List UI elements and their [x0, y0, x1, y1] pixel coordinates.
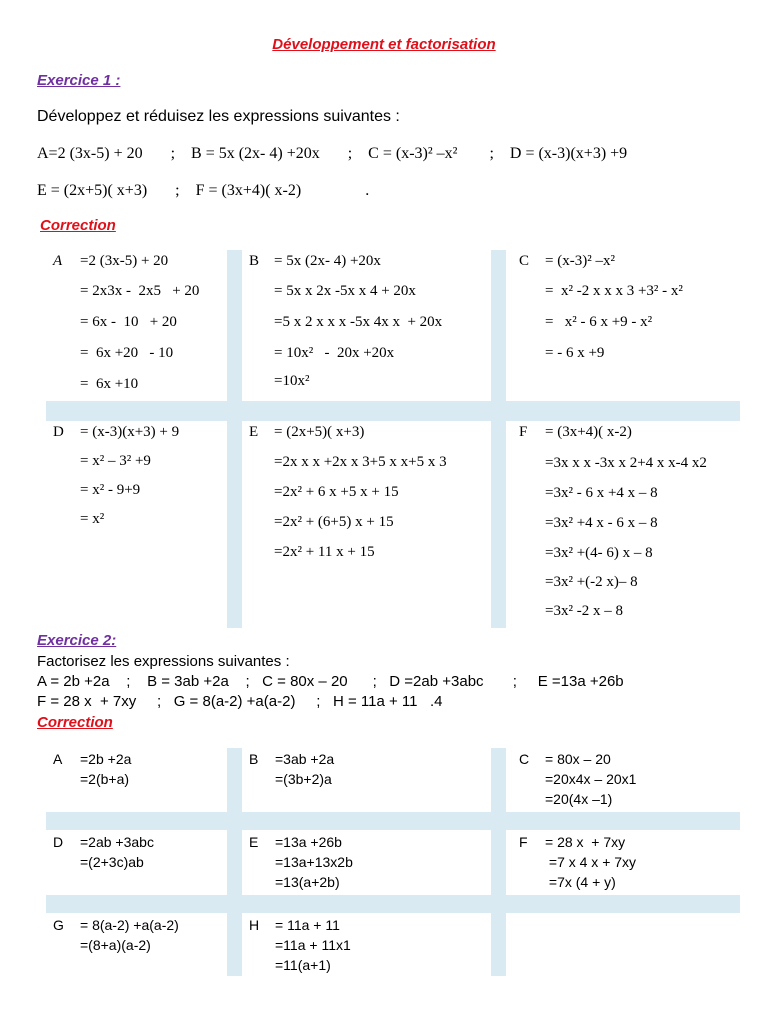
cell-label: F: [519, 424, 528, 440]
page-title: Développement et factorisation: [272, 36, 496, 53]
cell-line: =3x² +4 x - 6 x – 8: [545, 515, 658, 531]
cell-line: =3x² -2 x – 8: [545, 603, 623, 619]
cell-label: H: [249, 917, 260, 933]
cell-label: D: [53, 834, 64, 850]
cell-line: = 28 x + 7xy: [545, 834, 626, 850]
cell-line: =20x4x – 20x1: [545, 771, 637, 787]
cell-label: B: [249, 253, 260, 269]
cell-line: = 2x3x - 2x5 + 20: [80, 283, 200, 299]
cell-line: =13a+13x2b: [275, 854, 353, 870]
exercise2-heading: Exercice 2:: [37, 632, 117, 649]
cell-line: =5 x 2 x x x -5x 4x x + 20x: [274, 314, 443, 330]
grid-band-vertical-1: [227, 250, 242, 628]
cell-line: = 8(a-2) +a(a-2): [80, 917, 179, 933]
cell-label: C: [519, 751, 530, 767]
cell-line: =2ab +3abc: [80, 834, 154, 850]
cell-line: = (x-3)(x+3) + 9: [80, 424, 180, 440]
cell-label: E: [249, 424, 259, 440]
cell-line: =2x² + 6 x +5 x + 15: [274, 484, 399, 500]
cell-line: = 11a + 11: [275, 917, 340, 933]
exercise1-correction-heading: Correction: [40, 217, 116, 234]
cell-line: =2(b+a): [80, 771, 130, 787]
cell-line: = x² - 6 x +9 - x²: [545, 314, 653, 330]
cell-line: =7x (4 + y): [545, 874, 616, 890]
grid-band-vertical-2: [491, 250, 506, 628]
cell-line: =2 (3x-5) + 20: [80, 253, 169, 269]
cell-line: = 6x +20 - 10: [80, 345, 174, 361]
exercise1-expressions-line1: A=2 (3x-5) + 20 ; B = 5x (2x- 4) +20x ; C = (x-3)² –x² ; D = (x-3)(x+3) +9: [37, 145, 628, 162]
cell-line: = - 6 x +9: [545, 345, 605, 361]
cell-line: = x²: [80, 511, 105, 527]
cell-line: =13(a+2b): [275, 874, 340, 890]
cell-line: = 10x² - 20x +20x: [274, 345, 395, 361]
cell-line: =7 x 4 x + 7xy: [545, 854, 637, 870]
cell-line: =10x²: [274, 373, 310, 389]
cell-line: = x² - 9+9: [80, 482, 141, 498]
cell-line: = 6x - 10 + 20: [80, 314, 177, 330]
cell-line: =(8+a)(a-2): [80, 937, 151, 953]
cell-line: =3x x x -3x x 2+4 x x-4 x2: [545, 455, 707, 471]
exercise2-correction-heading: Correction: [37, 714, 113, 731]
cell-line: =11a + 11x1: [275, 937, 351, 953]
cell-line: =2x² + (6+5) x + 15: [274, 514, 394, 530]
cell-line: =20(4x –1): [545, 791, 613, 807]
grid-band-horizontal: [46, 401, 740, 421]
cell-label: C: [519, 253, 530, 269]
cell-line: = x² – 3² +9: [80, 453, 151, 469]
exercise2-expressions-line2: F = 28 x + 7xy ; G = 8(a-2) +a(a-2) ; H = 11a + 11 .4: [37, 693, 443, 710]
cell-line: = x² -2 x x x 3 +3² - x²: [545, 283, 683, 299]
cell-line: =13a +26b: [275, 834, 342, 850]
cell-label: A: [53, 751, 63, 767]
cell-line: = 80x – 20: [545, 751, 611, 767]
cell-line: = 5x x 2x -5x x 4 + 20x: [274, 283, 416, 299]
exercise2-expressions-line1: A = 2b +2a ; B = 3ab +2a ; C = 80x – 20 ; D =2ab +3abc ; E =13a +26b: [37, 673, 624, 690]
grid-band-vertical-3: [227, 748, 242, 976]
cell-line: = (2x+5)( x+3): [274, 424, 365, 440]
cell-line: =2x x x +2x x 3+5 x x+5 x 3: [274, 454, 447, 470]
cell-line: =3x² - 6 x +4 x – 8: [545, 485, 658, 501]
cell-line: =2x² + 11 x + 15: [274, 544, 375, 560]
cell-line: = (x-3)² –x²: [545, 253, 615, 269]
cell-label: B: [249, 751, 259, 767]
cell-line: =3ab +2a: [275, 751, 335, 767]
exercise2-instruction: Factorisez les expressions suivantes :: [37, 653, 290, 670]
cell-label: F: [519, 834, 528, 850]
cell-label: A: [53, 253, 63, 269]
cell-line: =2b +2a: [80, 751, 132, 767]
cell-line: =(3b+2)a: [275, 771, 332, 787]
cell-line: = (3x+4)( x-2): [545, 424, 632, 440]
exercise1-expressions-line2: E = (2x+5)( x+3) ; F = (3x+4)( x-2) .: [37, 182, 370, 199]
grid-band-vertical-4: [491, 748, 506, 976]
exercise1-instruction: Développez et réduisez les expressions suivantes :: [37, 108, 400, 125]
exercise1-heading: Exercice 1 :: [37, 72, 121, 89]
grid-band-horizontal-3: [46, 895, 740, 913]
cell-label: G: [53, 917, 64, 933]
grid-band-horizontal-2: [46, 812, 740, 830]
cell-line: =11(a+1): [275, 957, 331, 973]
cell-label: D: [53, 424, 64, 440]
cell-line: =3x² +(4- 6) x – 8: [545, 545, 653, 561]
cell-line: =(2+3c)ab: [80, 854, 144, 870]
cell-line: =3x² +(-2 x)– 8: [545, 574, 638, 590]
cell-line: = 5x (2x- 4) +20x: [274, 253, 381, 269]
cell-label: E: [249, 834, 259, 850]
cell-line: = 6x +10: [80, 376, 139, 392]
